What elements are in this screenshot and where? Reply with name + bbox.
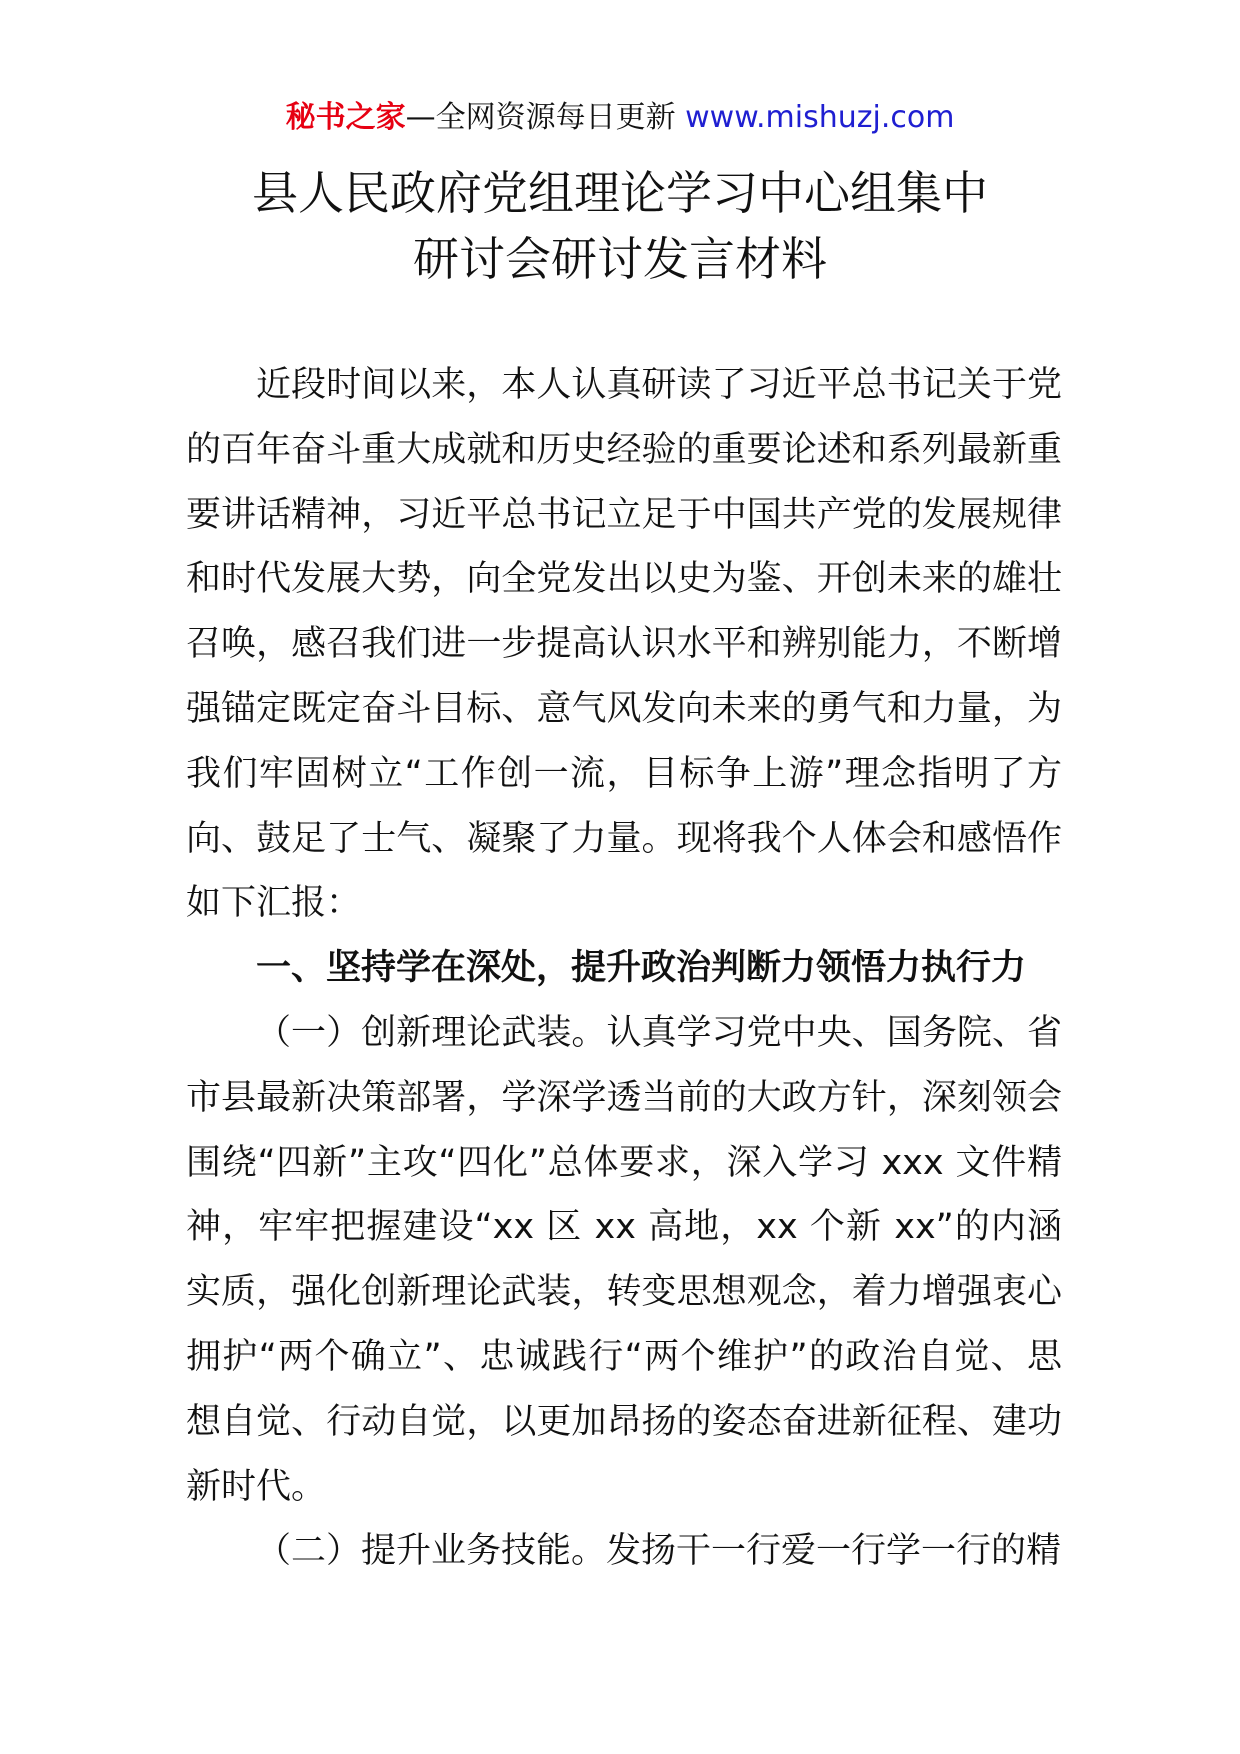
intro-paragraph: 近段时间以来，本人认真研读了习近平总书记关于党的百年奋斗重大成就和历史经验的重要论述和系列最新重要讲话精神，习近平总书记立足于中国共产党的发展规律和时代发展大势，向全党发出以史为鉴、开创未来的雄壮召唤，感召我们进一步提高认识水平和辨别能力，不断增强锚定既定奋斗目标、意气风发向未来的勇气和力量，为我们牢固树立“工作创一流，目标争上游”理念指明了方向、鼓足了士气、凝聚了力量。现将我个人体会和感悟作如下汇报： — [186, 365, 1062, 924]
section-1-item-1: （一）创新理论武装。认真学习党中央、国务院、省市县最新决策部署，学深学透当前的大政方针，深刻领会围绕“四新”主攻“四化”总体要求，深入学习 xxx 文件精神，牢牢把握建设“xx 区 xx 高地，xx 个新 xx”的内涵实质，强化创新理论武装，转变思想观念，着力增强衷心拥护“两个确立”、忠诚践行“两个维护”的政治自觉、思想自觉、行动自觉，以更加昂扬的姿态奋进新征程、建功新时代。 — [186, 1012, 1062, 1507]
section-heading-1: 一、坚持学在深处，提升政治判断力领悟力执行力 — [256, 948, 1027, 989]
title-line-1: 县人民政府党组理论学习中心组集中 — [252, 166, 988, 220]
site-header — [0, 98, 1240, 138]
document-body — [186, 353, 1062, 1584]
title-line-2: 研讨会研讨发言材料 — [413, 232, 827, 286]
header-slogan: —全网资源每日更新 — [405, 100, 676, 135]
document-title — [0, 160, 1240, 292]
site-url-link[interactable]: www.mishuzj.com — [685, 100, 955, 135]
section-1-item-2: （二）提升业务技能。发扬干一行爱一行学一行的精 — [256, 1531, 1062, 1572]
brand-name: 秘书之家 — [285, 100, 406, 135]
